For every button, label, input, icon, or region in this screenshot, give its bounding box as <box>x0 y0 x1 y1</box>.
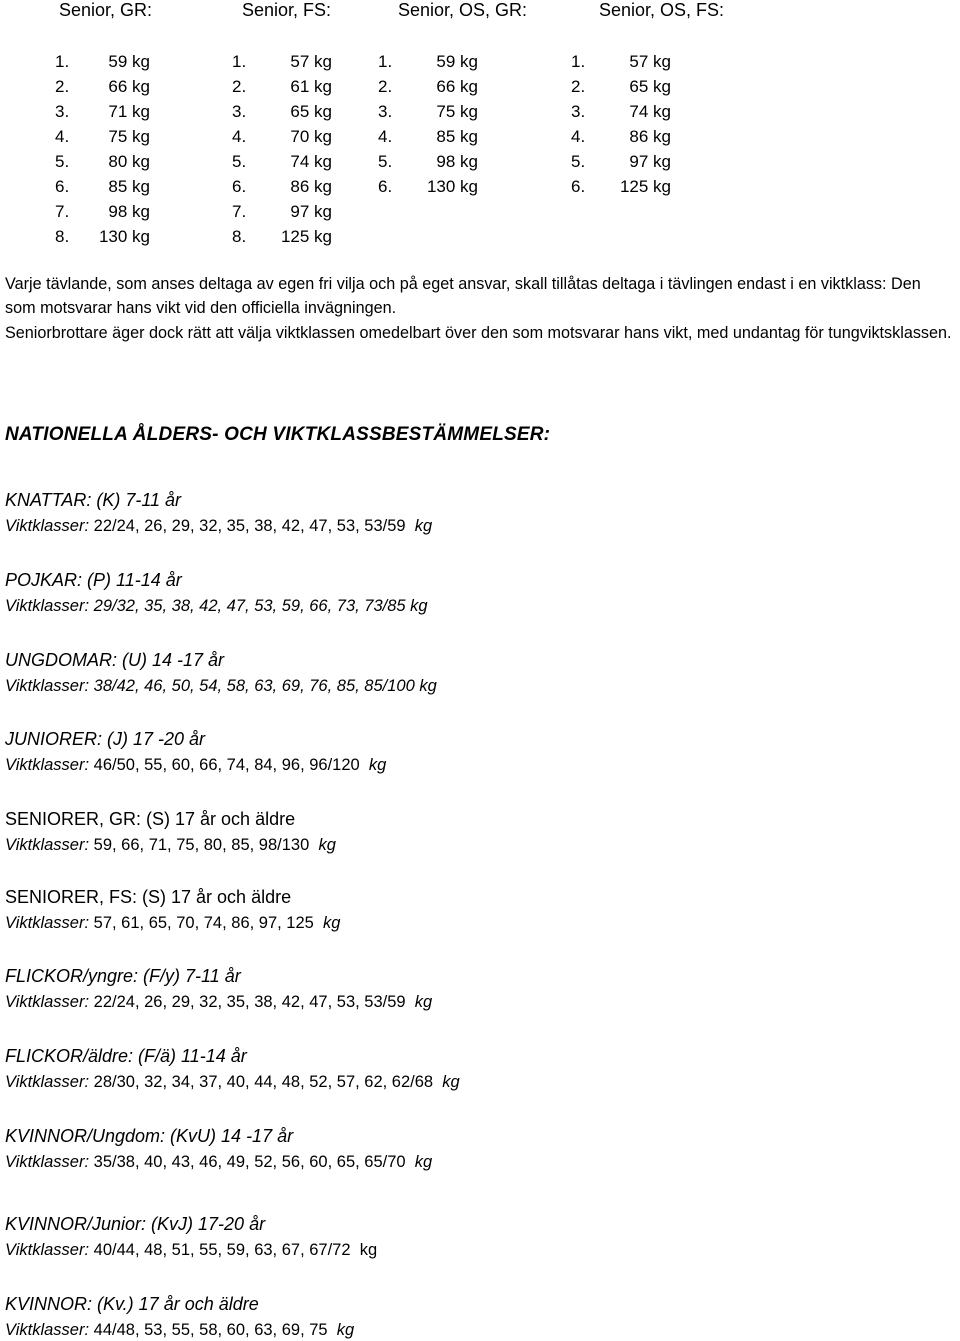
group-title: POJKAR: (P) 11-14 år <box>5 570 182 590</box>
age-group-seniorer-fs <box>5 886 340 934</box>
list-number: 8. <box>232 227 247 246</box>
list-item <box>571 174 671 199</box>
list-item <box>378 124 478 149</box>
list-item <box>55 174 150 199</box>
list-weight: 85 kg <box>108 177 150 196</box>
list-item <box>232 174 332 199</box>
group-classes: Viktklasser: 59, 66, 71, 75, 80, 85, 98/130 kg <box>5 836 336 854</box>
list-number: 1. <box>232 52 247 71</box>
list-item <box>378 74 478 99</box>
list-item <box>378 149 478 174</box>
rule-paragraph-1: Varje tävlande, som anses deltaga av egen fri vilja och på eget ansvar, skall tillåtas deltaga i tävlingen endast i en viktklass: Den som motsvarar hans vikt vid den officiella invägningen. <box>5 275 921 317</box>
list-number: 6. <box>571 177 586 196</box>
list-number: 5. <box>232 152 247 171</box>
list-number: 7. <box>55 202 70 221</box>
list-number: 3. <box>571 102 586 121</box>
list-item <box>571 99 671 124</box>
group-classes: Viktklasser: 22/24, 26, 29, 32, 35, 38, 42, 47, 53, 53/59 kg <box>5 993 433 1011</box>
list-weight: 98 kg <box>108 202 150 221</box>
weight-list-senior-fs <box>232 49 332 249</box>
list-item <box>378 99 478 124</box>
list-item <box>232 149 332 174</box>
list-weight: 130 kg <box>426 177 478 196</box>
group-classes: Viktklasser: 29/32, 35, 38, 42, 47, 53, 59, 66, 73, 73/85 kg <box>5 597 428 615</box>
list-item <box>232 199 332 224</box>
age-group-kvinnor <box>5 1293 354 1341</box>
group-title: KVINNOR/Junior: (KvJ) 17-20 år <box>5 1214 266 1234</box>
list-weight: 61 kg <box>290 77 332 96</box>
column-header-senior-os-gr: Senior, OS, GR: <box>398 0 528 20</box>
age-group-knattar <box>5 489 432 537</box>
group-title: SENIORER, GR: (S) 17 år och äldre <box>5 809 296 829</box>
list-weight: 70 kg <box>290 127 332 146</box>
list-weight: 66 kg <box>436 77 478 96</box>
list-number: 2. <box>55 77 70 96</box>
list-weight: 75 kg <box>436 102 478 121</box>
list-weight: 59 kg <box>436 52 478 71</box>
list-weight: 80 kg <box>108 152 150 171</box>
age-group-kvinnor-junior <box>5 1213 377 1261</box>
group-classes: Viktklasser: 44/48, 53, 55, 58, 60, 63, 69, 75 kg <box>5 1321 355 1339</box>
list-number: 2. <box>571 77 586 96</box>
group-classes: Viktklasser: 35/38, 40, 43, 46, 49, 52, 56, 60, 65, 65/70 kg <box>5 1153 433 1171</box>
list-item <box>571 49 671 74</box>
list-item <box>55 199 150 224</box>
rule-paragraph-2: Seniorbrottare äger dock rätt att välja viktklassen omedelbart över den som motsvarar hans vikt, med undantag för tungviktsklassen. <box>5 324 952 342</box>
list-number: 1. <box>55 52 70 71</box>
list-number: 5. <box>571 152 586 171</box>
national-heading: NATIONELLA ÅLDERS- OCH VIKTKLASSBESTÄMMELSER: <box>5 424 551 445</box>
group-title: KNATTAR: (K) 7-11 år <box>5 490 182 510</box>
list-number: 4. <box>378 127 393 146</box>
age-group-kvinnor-ungdom <box>5 1125 432 1173</box>
list-item <box>55 149 150 174</box>
group-title: UNGDOMAR: (U) 14 -17 år <box>5 650 225 670</box>
group-classes: Viktklasser: 46/50, 55, 60, 66, 74, 84, 96, 96/120 kg <box>5 756 387 774</box>
list-item <box>55 224 150 249</box>
list-number: 4. <box>55 127 70 146</box>
list-number: 3. <box>55 102 70 121</box>
list-weight: 57 kg <box>290 52 332 71</box>
list-number: 3. <box>232 102 247 121</box>
list-weight: 74 kg <box>290 152 332 171</box>
list-number: 5. <box>55 152 70 171</box>
list-number: 4. <box>232 127 247 146</box>
list-item <box>55 49 150 74</box>
list-item <box>232 74 332 99</box>
age-group-juniorer <box>5 728 386 776</box>
list-weight: 125 kg <box>280 227 332 246</box>
list-weight: 97 kg <box>290 202 332 221</box>
list-item <box>232 224 332 249</box>
age-group-flickor-aldre <box>5 1045 460 1093</box>
list-item <box>571 149 671 174</box>
group-title: JUNIORER: (J) 17 -20 år <box>5 729 206 749</box>
list-weight: 66 kg <box>108 77 150 96</box>
group-classes: Viktklasser: 28/30, 32, 34, 37, 40, 44, 48, 52, 57, 62, 62/68 kg <box>5 1073 460 1091</box>
column-header-senior-gr: Senior, GR: <box>59 0 153 20</box>
list-number: 6. <box>232 177 247 196</box>
list-weight: 125 kg <box>619 177 671 196</box>
list-number: 8. <box>55 227 70 246</box>
list-weight: 97 kg <box>629 152 671 171</box>
list-item <box>232 49 332 74</box>
list-number: 1. <box>378 52 393 71</box>
list-weight: 130 kg <box>98 227 150 246</box>
list-weight: 75 kg <box>108 127 150 146</box>
group-classes: Viktklasser: 57, 61, 65, 70, 74, 86, 97, 125 kg <box>5 914 341 932</box>
group-classes: Viktklasser: 40/44, 48, 51, 55, 59, 63, 67, 67/72 kg <box>5 1241 378 1259</box>
list-item <box>378 49 478 74</box>
list-item <box>55 124 150 149</box>
list-number: 5. <box>378 152 393 171</box>
weight-list-senior-os-gr <box>378 49 478 199</box>
list-item <box>378 174 478 199</box>
list-item <box>55 99 150 124</box>
column-header-senior-os-fs: Senior, OS, FS: <box>599 0 725 20</box>
list-number: 4. <box>571 127 586 146</box>
list-number: 2. <box>378 77 393 96</box>
weight-list-senior-os-fs <box>571 49 671 199</box>
list-number: 2. <box>232 77 247 96</box>
group-classes: Viktklasser: 38/42, 46, 50, 54, 58, 63, 69, 76, 85, 85/100 kg <box>5 677 437 695</box>
list-weight: 98 kg <box>436 152 478 171</box>
age-group-seniorer-gr <box>5 808 336 856</box>
list-weight: 86 kg <box>629 127 671 146</box>
group-title: KVINNOR: (Kv.) 17 år och äldre <box>5 1294 259 1314</box>
list-weight: 65 kg <box>290 102 332 121</box>
list-number: 3. <box>378 102 393 121</box>
group-title: FLICKOR/yngre: (F/y) 7-11 år <box>5 966 241 986</box>
list-weight: 71 kg <box>108 102 150 121</box>
list-weight: 65 kg <box>629 77 671 96</box>
group-title: SENIORER, FS: (S) 17 år och äldre <box>5 887 292 907</box>
list-weight: 85 kg <box>436 127 478 146</box>
group-title: KVINNOR/Ungdom: (KvU) 14 -17 år <box>5 1126 294 1146</box>
list-weight: 74 kg <box>629 102 671 121</box>
list-number: 7. <box>232 202 247 221</box>
list-weight: 57 kg <box>629 52 671 71</box>
list-item <box>55 74 150 99</box>
list-item <box>232 99 332 124</box>
list-weight: 59 kg <box>108 52 150 71</box>
list-weight: 86 kg <box>290 177 332 196</box>
list-number: 1. <box>571 52 586 71</box>
group-title: FLICKOR/äldre: (F/ä) 11-14 år <box>5 1046 247 1066</box>
column-header-senior-fs: Senior, FS: <box>242 0 332 20</box>
list-number: 6. <box>55 177 70 196</box>
age-group-ungdomar <box>5 649 437 697</box>
group-classes: Viktklasser: 22/24, 26, 29, 32, 35, 38, 42, 47, 53, 53/59 kg <box>5 517 433 535</box>
list-item <box>232 124 332 149</box>
weight-list-senior-gr <box>55 49 150 249</box>
age-group-flickor-yngre <box>5 965 432 1013</box>
list-item <box>571 74 671 99</box>
list-item <box>571 124 671 149</box>
list-number: 6. <box>378 177 393 196</box>
age-group-pojkar <box>5 569 428 617</box>
